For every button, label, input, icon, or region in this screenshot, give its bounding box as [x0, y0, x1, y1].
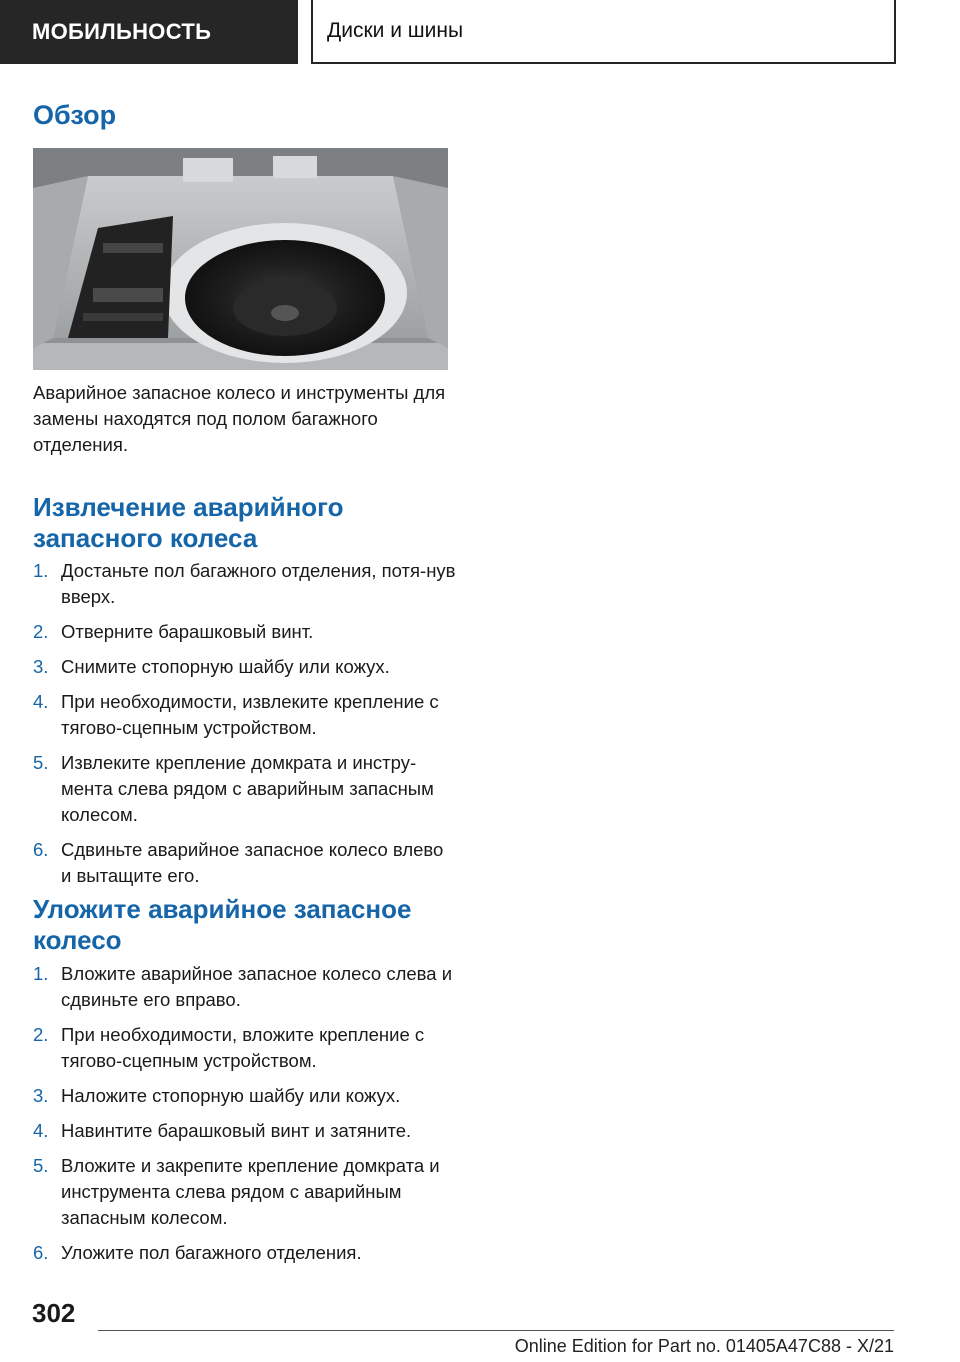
- list-item: 4. При необходимости, извлеките крепление с тягово-сцепным устройством.: [33, 691, 439, 738]
- page-number: 302: [32, 1298, 76, 1328]
- footer-divider: [98, 1330, 894, 1331]
- overview-heading: Обзор: [33, 100, 117, 130]
- chapter-header: [311, 0, 896, 64]
- list-item: 1. Достаньте пол багажного отделения, потя-нув вверх.: [33, 560, 456, 607]
- list-item: 4. Навинтите барашковый винт и затяните.: [33, 1120, 412, 1141]
- remove-steps: [33, 558, 458, 898]
- list-item: 6. Уложите пол багажного отделения.: [33, 1242, 362, 1263]
- section-label: МОБИЛЬНОСТЬ: [32, 19, 212, 44]
- stow-heading: Уложите аварийное запасное колесо: [33, 894, 412, 955]
- list-item: 5. Вложите и закрепите крепление домкрата и инструмента слева рядом с аварийным запасным колесом.: [33, 1155, 440, 1228]
- list-item: 3. Снимите стопорную шайбу или кожух.: [33, 656, 390, 677]
- edition-footer: Online Edition for Part no. 01405A47C88 - X/21: [514, 1336, 894, 1356]
- remove-heading: Извлечение аварийного запасного колеса: [33, 492, 344, 553]
- section-tab: [0, 0, 298, 64]
- list-item: 2. Отверните барашковый винт.: [33, 621, 314, 642]
- stow-steps: [33, 961, 458, 1275]
- list-item: 6. Сдвиньте аварийное запасное колесо влево и вытащите его.: [33, 839, 444, 886]
- overview-caption: Аварийное запасное колесо и инструменты для замены находятся под полом багажного отделения.: [33, 382, 446, 455]
- list-item: 3. Наложите стопорную шайбу или кожух.: [33, 1085, 401, 1106]
- list-item: 1. Вложите аварийное запасное колесо слева и сдвиньте его вправо.: [33, 963, 453, 1010]
- list-item: 5. Извлеките крепление домкрата и инстру-мента слева рядом с аварийным запасным колесом.: [33, 752, 434, 825]
- chapter-title: Диски и шины: [327, 19, 464, 42]
- list-item: 2. При необходимости, вложите крепление с тягово-сцепным устройством.: [33, 1024, 425, 1071]
- spare-wheel-photo: [33, 148, 448, 370]
